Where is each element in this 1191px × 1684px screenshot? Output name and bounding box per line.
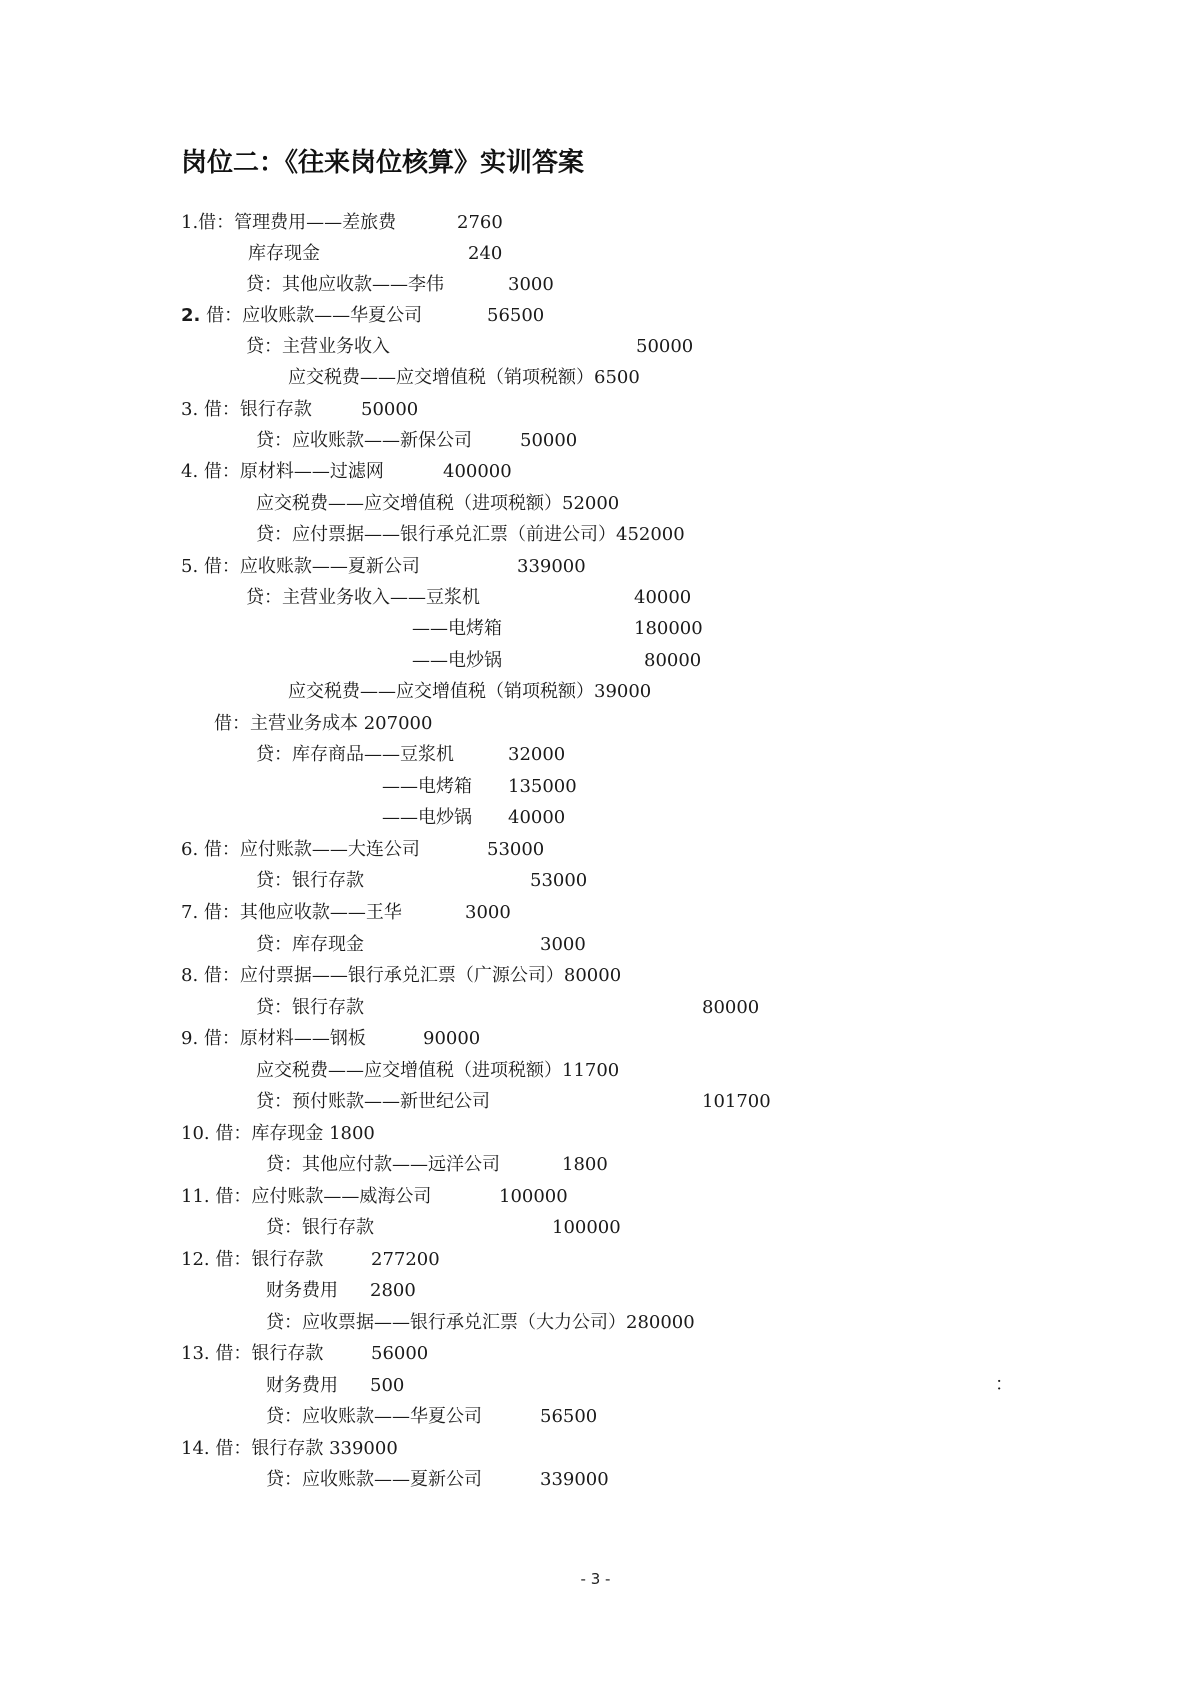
page-number: - 3 - bbox=[580, 1570, 611, 1588]
entry-line: 贷：库存商品——豆浆机 32000 bbox=[256, 744, 566, 765]
entry-line: ——电炒锅 40000 bbox=[382, 807, 566, 828]
entry-line: 5. 借：应收账款——夏新公司 339000 bbox=[181, 556, 586, 577]
entry-line: 贷：主营业务收入——豆浆机 40000 bbox=[246, 587, 692, 608]
entry-line: 贷：其他应收款——李伟 3000 bbox=[246, 274, 554, 295]
entry-line: 财务费用 500 bbox=[266, 1375, 405, 1396]
entry-line: 11. 借：应付账款——威海公司 100000 bbox=[181, 1186, 568, 1207]
entry-line: 4. 借：原材料——过滤网 400000 bbox=[181, 461, 512, 482]
entry-line: ——电烤箱 135000 bbox=[382, 776, 577, 797]
stray-colon-mark: ： bbox=[995, 1374, 1013, 1395]
entry-line: 借：主营业务成本 207000 bbox=[214, 713, 433, 734]
entry-line: 贷：银行存款 100000 bbox=[266, 1217, 621, 1238]
entry-line: 应交税费——应交增值税（进项税额）11700 bbox=[256, 1060, 620, 1081]
entry-line: 6. 借：应付账款——大连公司 53000 bbox=[181, 839, 545, 860]
entry-line: 3. 借：银行存款 50000 bbox=[181, 399, 419, 420]
entry-line: 贷：应收账款——新保公司 50000 bbox=[256, 430, 578, 451]
entry-line: 贷：应收账款——夏新公司 339000 bbox=[266, 1469, 609, 1490]
entry-line: 贷：其他应付款——远洋公司 1800 bbox=[266, 1154, 608, 1175]
entry-line: 贷：主营业务收入 50000 bbox=[246, 336, 694, 357]
entry-line: ——电炒锅 80000 bbox=[412, 650, 702, 671]
entry-line: 贷：应付票据——银行承兑汇票（前进公司）452000 bbox=[256, 524, 685, 545]
entry-line: 2. 借：应收账款——华夏公司 56500 bbox=[181, 305, 545, 326]
entry-line: 应交税费——应交增值税（销项税额）6500 bbox=[288, 367, 640, 388]
entry-line: 8. 借：应付票据——银行承兑汇票（广源公司）80000 bbox=[181, 965, 622, 986]
entry-line: 贷：库存现金 3000 bbox=[256, 934, 586, 955]
entry-line: 7. 借：其他应收款——王华 3000 bbox=[181, 902, 511, 923]
entry-line: 应交税费——应交增值税（进项税额）52000 bbox=[256, 493, 620, 514]
entry-line: 财务费用 2800 bbox=[266, 1280, 416, 1301]
entry-line: 贷：应收票据——银行承兑汇票（大力公司）280000 bbox=[266, 1312, 695, 1333]
entry-line: 14. 借：银行存款 339000 bbox=[181, 1438, 398, 1459]
entry-line: ——电烤箱 180000 bbox=[412, 618, 703, 639]
page-title: 岗位二：《往来岗位核算》实训答案 bbox=[181, 148, 585, 178]
entry-line: 10. 借：库存现金 1800 bbox=[181, 1123, 375, 1144]
entry-line: 9. 借：原材料——钢板 90000 bbox=[181, 1028, 481, 1049]
entry-line: 贷：银行存款 80000 bbox=[256, 997, 760, 1018]
entry-line: 贷：应收账款——华夏公司 56500 bbox=[266, 1406, 598, 1427]
entry-line: 1.借：管理费用——差旅费 2760 bbox=[181, 212, 503, 233]
entry-line: 贷：预付账款——新世纪公司 101700 bbox=[256, 1091, 771, 1112]
entry-line: 13. 借：银行存款 56000 bbox=[181, 1343, 429, 1364]
entry-line: 库存现金 240 bbox=[248, 243, 503, 264]
entry-line: 贷：银行存款 53000 bbox=[256, 870, 588, 891]
entry-line: 12. 借：银行存款 277200 bbox=[181, 1249, 440, 1270]
entry-line: 应交税费——应交增值税（销项税额）39000 bbox=[288, 681, 652, 702]
